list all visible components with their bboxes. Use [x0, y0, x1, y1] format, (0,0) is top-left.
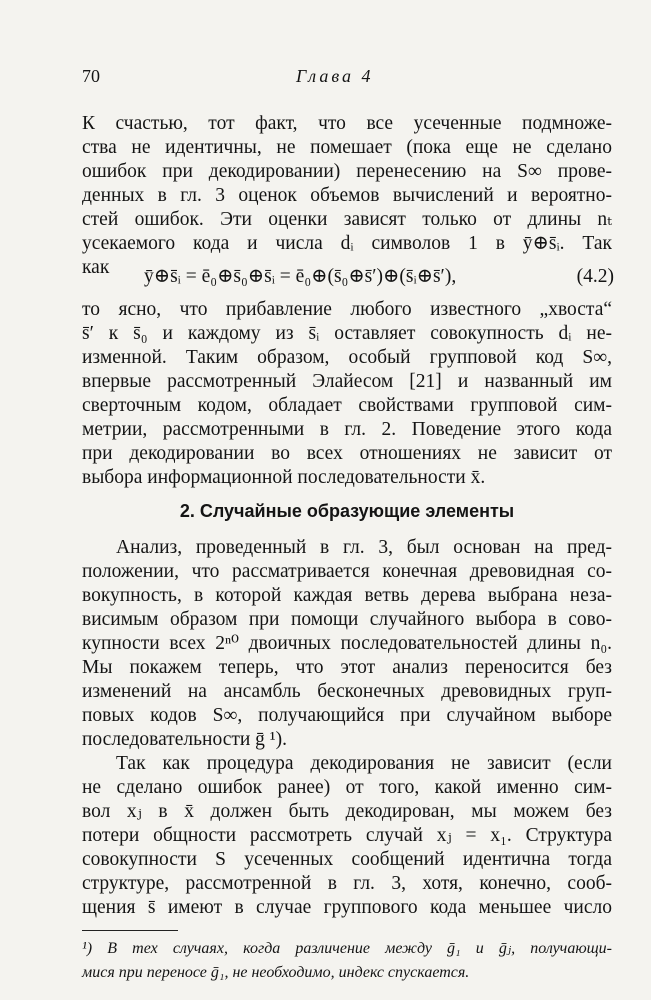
paragraph2-line: изменной. Таким образом, особый групповой код S∞, [82, 347, 612, 368]
paragraph2-line: s̄′ к s̄₀ и каждому из s̄ᵢ оставляет совокупность dᵢ не- [82, 323, 612, 344]
equation-text: ȳ⊕s̄ᵢ = ē₀⊕s̄₀⊕s̄ᵢ = ē₀⊕(s̄₀⊕s̄′)⊕(s̄ᵢ⊕s̄′), [144, 266, 457, 287]
paragraph2-line: то ясно, что прибавление любого известного „хвоста“ [82, 299, 612, 320]
paragraph2-line: впервые рассмотренный Элайесом [21] и названный им [82, 371, 612, 392]
paragraph2-line: метрии, рассмотренными в гл. 2. Поведение этого кода [82, 419, 612, 440]
paragraph3-line: вокупность, в которой каждая ветвь дерева выбрана неза- [82, 585, 612, 606]
running-header [82, 66, 552, 92]
chapter-title: Глава 4 [296, 66, 374, 86]
paragraph3-line: Мы покажем теперь, что этот анализ переносится без [82, 657, 612, 678]
page-number: 70 [82, 66, 100, 86]
paragraph1-line: ошибок при декодировании) перенесению на S∞ прове- [82, 161, 612, 182]
footnote-line: мися при переносе ḡ₁, не необходимо, индекс спускается. [82, 964, 470, 981]
equation-4-2 [144, 265, 614, 289]
paragraph1-line: стей ошибок. Эти оценки зависят только от длины nₜ [82, 209, 612, 230]
paragraph4-line: структуре, рассмотренной в гл. 3, хотя, конечно, сооб- [82, 873, 612, 894]
paragraph4-line: щения s̄ имеют в случае группового кода меньшее число [82, 897, 612, 918]
paragraph1-line: денных в гл. 3 оценок объемов вычислений и вероятно- [82, 185, 612, 206]
paragraph3-line: последовательности ḡ ¹). [82, 729, 288, 750]
paragraph4-line: Так как процедура декодирования не зависит (если [116, 753, 612, 774]
paragraph2-line: выбора информационной последовательности x̄. [82, 467, 486, 488]
paragraph3-line: повых кодов S∞, получающийся при случайном выборе [82, 705, 612, 726]
section-heading: 2. Случайные образующие элементы [179, 501, 515, 521]
paragraph4-line: совокупности S усеченных сообщений идентична тогда [82, 849, 612, 870]
paragraph4-line: потери общности рассмотреть случай xⱼ = x₁. Структура [82, 825, 612, 846]
paragraph3-line: положении, что рассматривается конечная древовидная со- [82, 561, 612, 582]
paragraph2-line: при декодировании во всех отношениях не зависит от [82, 443, 612, 464]
paragraph1-line: усекаемого кода и числа dᵢ символов 1 в ȳ⊕s̄ᵢ. Так [82, 233, 612, 254]
paragraph3-line: висимым образом при помощи случайного выбора в сово- [82, 609, 612, 630]
paragraph4-line: не сделано ошибок ранее) от того, какой именно сим- [82, 777, 612, 798]
paragraph3-line: купности всех 2ⁿ⁰ двоичных последовательностей длины n₀. [82, 633, 612, 654]
paragraph1-line: К счастью, тот факт, что все усеченные подмноже- [82, 113, 612, 134]
footnote-rule [82, 930, 178, 931]
paragraph3-line: Анализ, проведенный в гл. 3, был основан на пред- [116, 537, 612, 558]
paragraph1-line: ства не идентичны, не помешает (пока еще не сделано [82, 137, 612, 158]
paragraph4-line: вол xⱼ в x̄ должен быть декодирован, мы можем без [82, 801, 612, 822]
paragraph3-line: изменений на ансамбль бесконечных древовидных груп- [82, 681, 612, 702]
paragraph2-line: сверточным кодом, обладает свойствами групповой сим- [82, 395, 612, 416]
footnote-line: ¹) В тех случаях, когда различение между ḡ₁ и ḡⱼ, получающи- [82, 940, 612, 957]
equation-number: (4.2) [576, 266, 614, 287]
paragraph1-line: как [82, 257, 110, 278]
